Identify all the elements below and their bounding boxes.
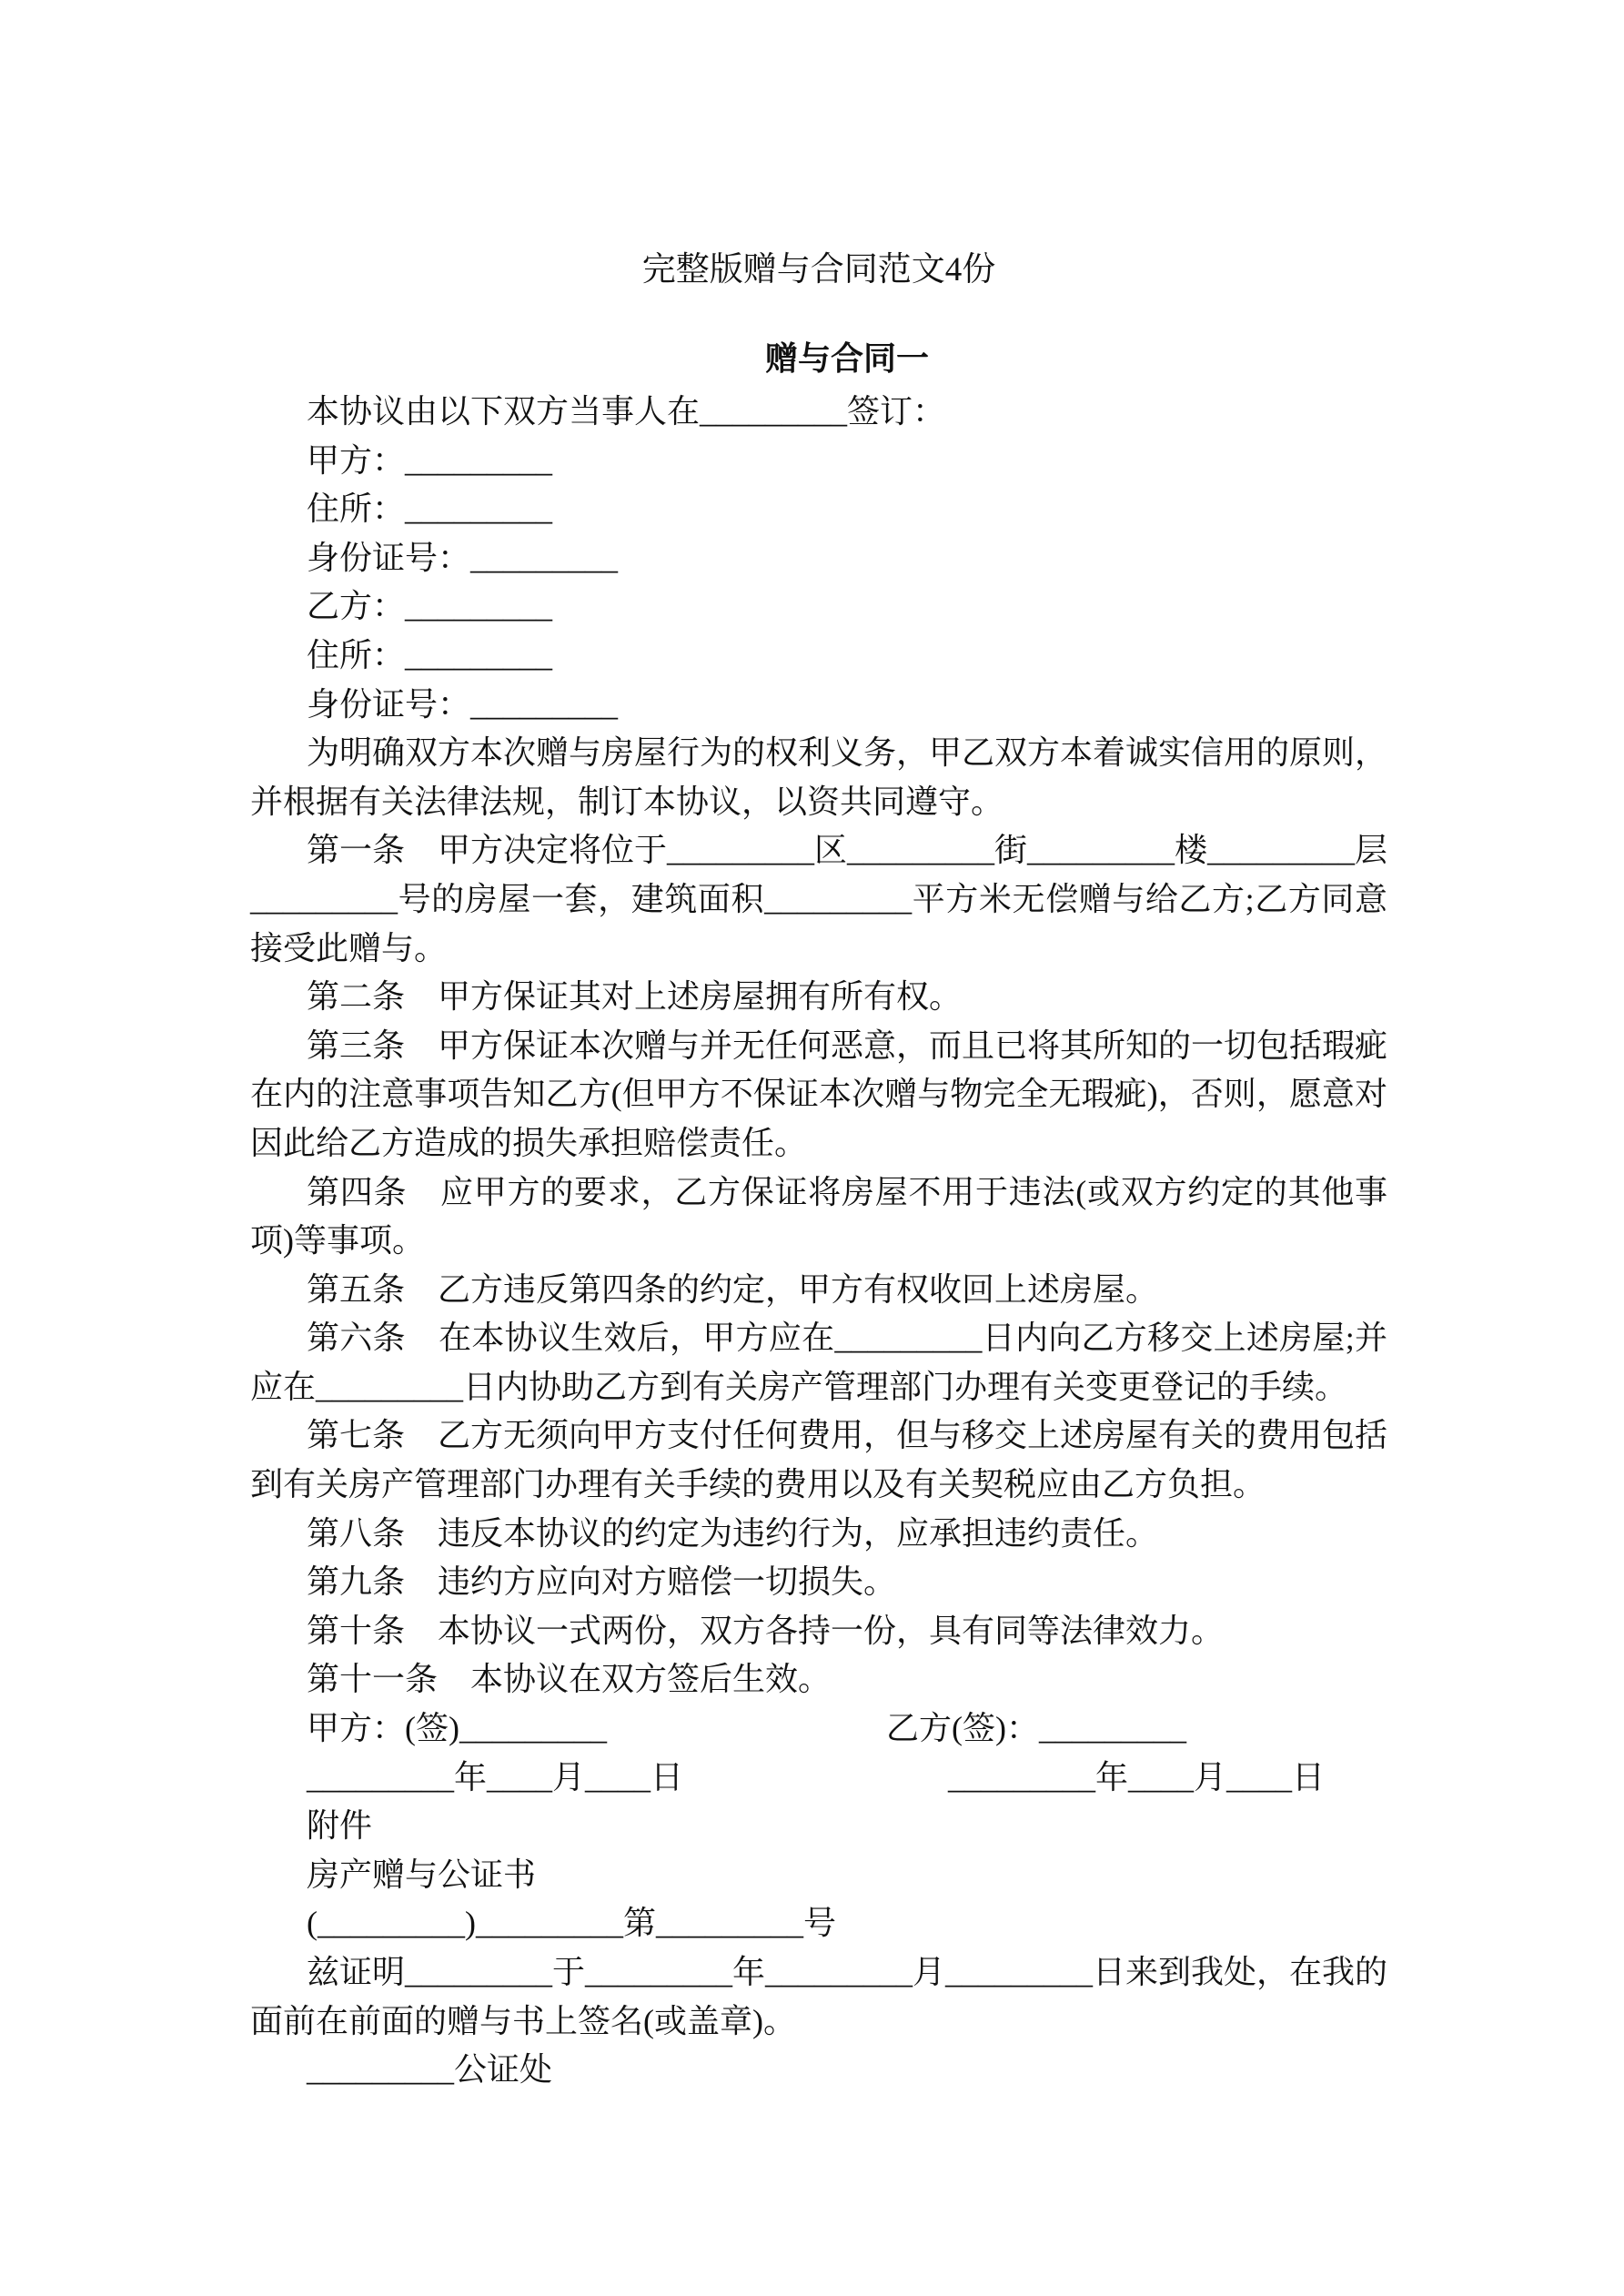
- clause: 第十一条 本协议在双方签后生效。: [307, 1661, 832, 1698]
- appendix-label: 附件: [307, 1807, 373, 1845]
- clause: 第七条 乙方无须向甲方支付任何费用，但与移交上述房屋有关的费用包括到有关房产管理部门办理有关手续的费用以及有关契税应由乙方负担。: [250, 1417, 1388, 1503]
- clause: 第九条 违约方应向对方赔偿一切损失。: [307, 1563, 897, 1601]
- paragraph: 为明确双方本次赠与房屋行为的权利义务，甲乙双方本着诚实信用的原则，并根据有关法律法规，制订本协议，以资共同遵守。: [250, 734, 1388, 820]
- notary-office: _________公证处: [307, 2051, 553, 2089]
- paragraph: 住所：_________: [307, 491, 553, 528]
- clause: 第三条 甲方保证本次赠与并无任何恶意，而且已将其所知的一切包括瑕疵在内的注意事项告知乙方(但甲方不保证本次赠与物完全无瑕疵)，否则，愿意对因此给乙方造成的损失承担赔偿责任。: [250, 1027, 1388, 1161]
- notary-statement: 兹证明_________于_________年_________月_________日来到我处，在我的面前在前面的赠与书上签名(或盖章)。: [250, 1954, 1388, 2039]
- contract-heading: 赠与合同一: [764, 340, 929, 377]
- paragraph: 乙方：_________: [307, 588, 553, 625]
- party-a-signature: 甲方：(签)_________: [307, 1710, 607, 1747]
- paragraph: 住所：_________: [307, 636, 553, 673]
- document-title: 完整版赠与合同范文4份: [641, 251, 996, 288]
- paragraph: 甲方：_________: [307, 441, 553, 479]
- clause: 第八条 违反本协议的约定为违约行为，应承担违约责任。: [307, 1514, 1159, 1552]
- party-a-date: _________年____月____日: [307, 1758, 683, 1795]
- party-b-signature: 乙方(签)：_________: [886, 1710, 1186, 1747]
- paragraph: 本协议由以下双方当事人在_________签订：: [307, 393, 946, 430]
- clause: 第二条 甲方保证其对上述房屋拥有所有权。: [307, 978, 963, 1016]
- clause: 第六条 在本协议生效后，甲方应在_________日内向乙方移交上述房屋;并应在_________日内协助乙方到有关房产管理部门办理有关变更登记的手续。: [250, 1320, 1387, 1405]
- paragraph: 身份证号：_________: [307, 539, 619, 576]
- notary-number: (_________)_________第_________号: [307, 1905, 836, 1942]
- clause: 第十条 本协议一式两份，双方各持一份，具有同等法律效力。: [307, 1612, 1225, 1649]
- document-body: [250, 388, 1387, 2095]
- clause: 第四条 应甲方的要求，乙方保证将房屋不用于违法(或双方约定的其他事项)等事项。: [250, 1173, 1387, 1259]
- signature-row: [250, 1704, 1387, 1754]
- clause: 第五条 乙方违反第四条的约定，甲方有权收回上述房屋。: [307, 1270, 1159, 1308]
- date-row: [250, 1754, 1387, 1803]
- party-b-date: _________年____月____日: [948, 1758, 1325, 1795]
- paragraph: 身份证号：_________: [307, 685, 619, 723]
- notary-title: 房产赠与公证书: [307, 1856, 537, 1893]
- clause: 第一条 甲方决定将位于_________区_________街_________楼_________层_________号的房屋一套，建筑面积_________平方米无偿赠与给乙方;乙方同意接受此赠与。: [250, 832, 1388, 966]
